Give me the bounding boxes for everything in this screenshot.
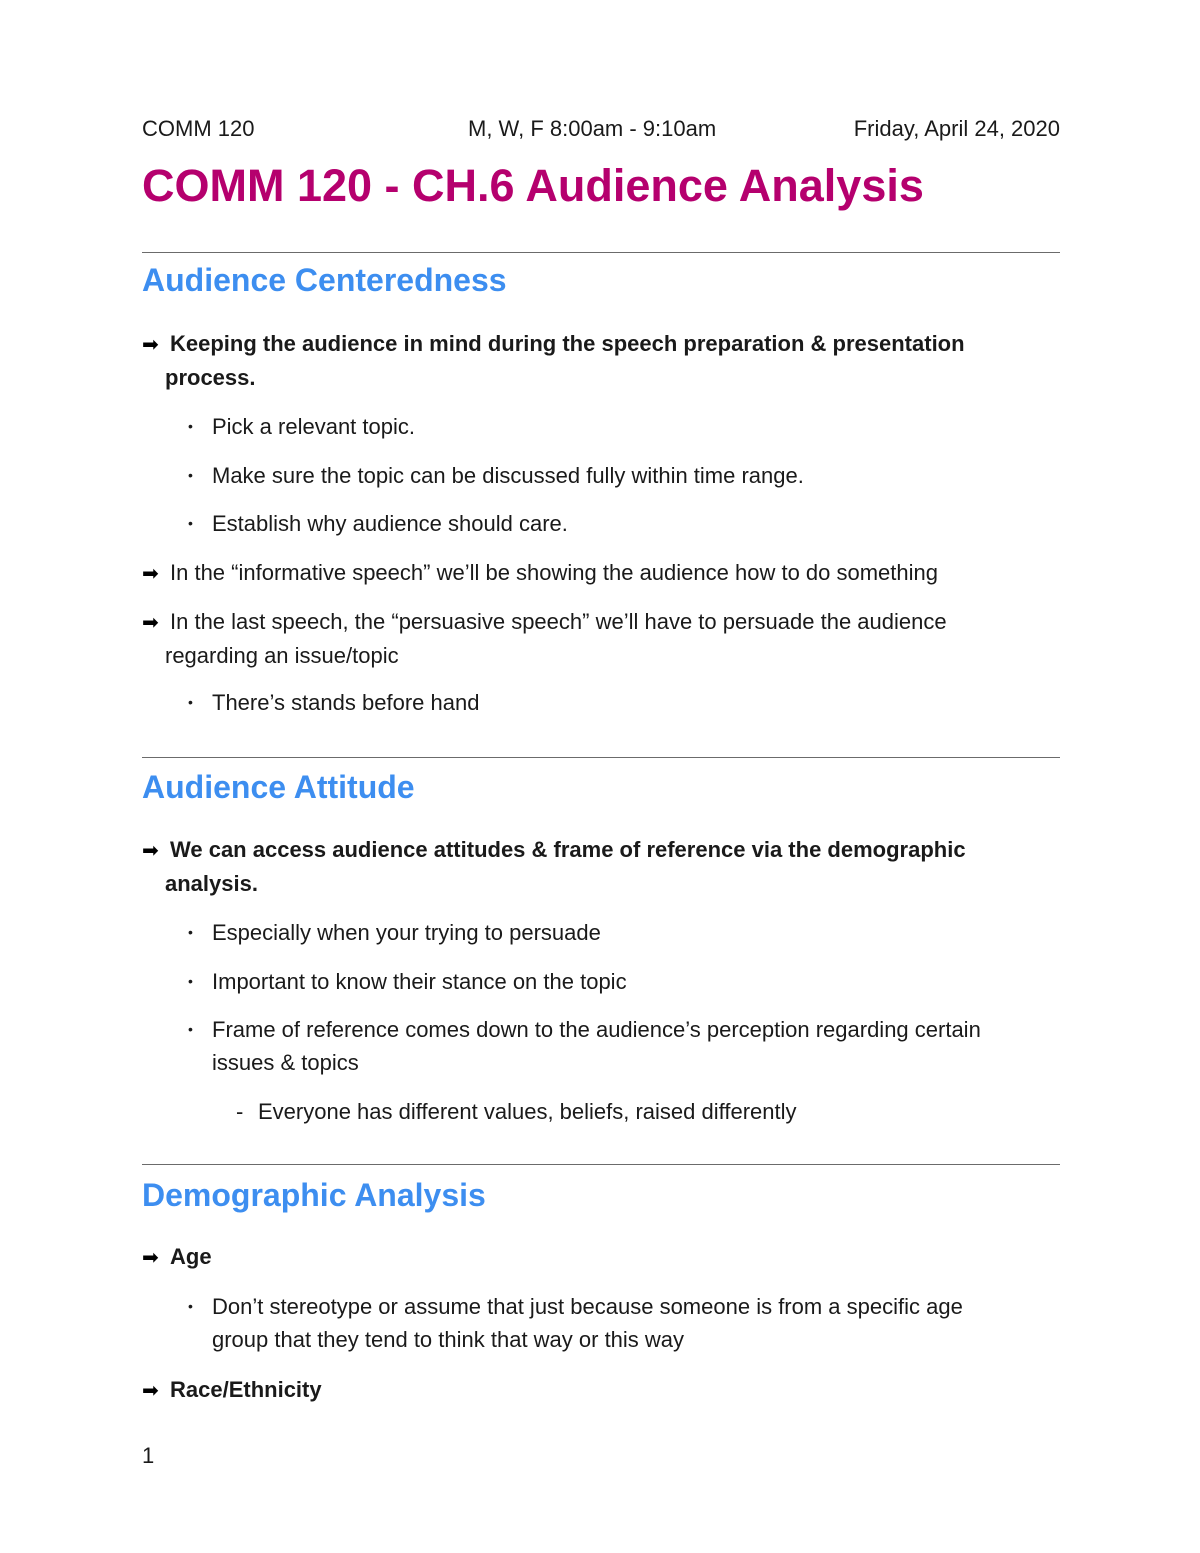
bullet-text: Don’t stereotype or assume that just because someone is from a specific age — [212, 1294, 963, 1319]
header-course: COMM 120 — [142, 116, 255, 141]
bullet-item — [188, 1013, 1058, 1079]
bullet-text: Establish why audience should care. — [212, 511, 568, 536]
point-text-continued: regarding an issue/topic — [165, 643, 399, 668]
arrow-point — [142, 1373, 1042, 1407]
bullet-text: Frame of reference comes down to the audience’s perception regarding certain — [212, 1017, 981, 1042]
header-date: Friday, April 24, 2020 — [853, 116, 1060, 141]
arrow-point — [142, 833, 1042, 900]
point-text: In the “informative speech” we’ll be showing the audience how to do something — [170, 560, 939, 585]
bullet-item — [188, 916, 1058, 949]
bullet-text-continued: group that they tend to think that way or this way — [212, 1327, 685, 1352]
document-page — [142, 0, 1060, 1553]
section-heading-audience-centeredness: Audience Centeredness — [142, 262, 507, 298]
arrow-right-icon: ➡ — [142, 561, 159, 585]
arrow-right-icon: ➡ — [142, 610, 159, 634]
point-text-continued: process. — [165, 365, 256, 390]
arrow-point — [142, 605, 1042, 672]
section-divider — [142, 1164, 1060, 1165]
point-text: We can access audience attitudes & frame of reference via the demographic — [170, 837, 966, 862]
section-divider — [142, 757, 1060, 758]
arrow-right-icon: ➡ — [142, 1245, 159, 1269]
point-text-continued: analysis. — [165, 871, 258, 896]
arrow-point — [142, 327, 1042, 394]
bullet-item — [188, 410, 1058, 443]
point-text: Age — [170, 1244, 212, 1269]
bullet-text: Especially when your trying to persuade — [212, 920, 601, 945]
arrow-point — [142, 1240, 1042, 1274]
point-text: In the last speech, the “persuasive speech” we’ll have to persuade the audience — [170, 609, 947, 634]
bullet-icon: • — [188, 924, 193, 940]
bullet-text-continued: issues & topics — [212, 1050, 359, 1075]
arrow-right-icon: ➡ — [142, 838, 159, 862]
arrow-point — [142, 556, 1042, 590]
point-text: Keeping the audience in mind during the speech preparation & presentation — [170, 331, 965, 356]
arrow-right-icon: ➡ — [142, 1378, 159, 1402]
bullet-item — [188, 965, 1058, 998]
section-divider — [142, 252, 1060, 253]
bullet-text: Important to know their stance on the topic — [212, 969, 627, 994]
bullet-icon: • — [188, 515, 193, 531]
bullet-item — [188, 507, 1058, 540]
bullet-text: Pick a relevant topic. — [212, 414, 415, 439]
bullet-text: Make sure the topic can be discussed fully within time range. — [212, 463, 804, 488]
bullet-icon: • — [188, 1298, 193, 1314]
point-text: Race/Ethnicity — [170, 1377, 322, 1402]
bullet-icon: • — [188, 1021, 193, 1037]
document-title: COMM 120 - CH.6 Audience Analysis — [142, 160, 924, 211]
bullet-icon: • — [188, 418, 193, 434]
bullet-item — [188, 686, 1058, 719]
sub-bullet-text: Everyone has different values, beliefs, raised differently — [258, 1099, 797, 1124]
bullet-item — [188, 1290, 1058, 1356]
bullet-icon: • — [188, 973, 193, 989]
bullet-text: There’s stands before hand — [212, 690, 480, 715]
page-number: 1 — [142, 1443, 155, 1468]
bullet-icon: • — [188, 694, 193, 710]
page-header — [142, 116, 1060, 146]
section-heading-audience-attitude: Audience Attitude — [142, 769, 415, 805]
bullet-icon: • — [188, 467, 193, 483]
arrow-right-icon: ➡ — [142, 332, 159, 356]
dash-icon: - — [236, 1099, 244, 1124]
header-schedule: M, W, F 8:00am - 9:10am — [468, 116, 717, 141]
bullet-item — [188, 459, 1058, 492]
sub-bullet-item — [236, 1095, 797, 1128]
section-heading-demographic-analysis: Demographic Analysis — [142, 1177, 486, 1213]
